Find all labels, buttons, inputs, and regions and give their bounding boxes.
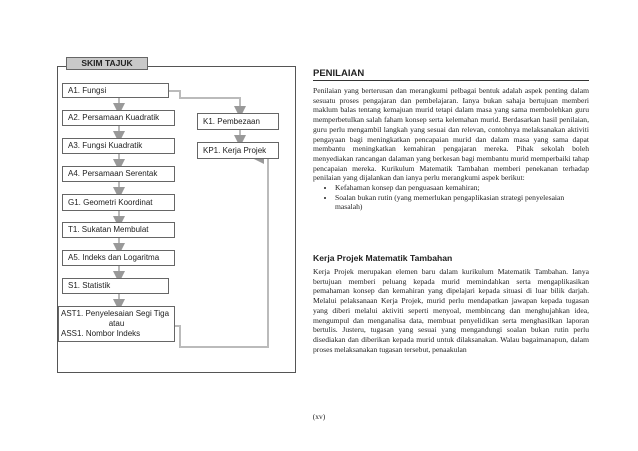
topic-box-s1: S1. Statistik — [62, 278, 169, 294]
arrow-ast1-to-kp1 — [175, 158, 268, 347]
topic-box-a1: A1. Fungsi — [62, 83, 169, 98]
kerja-projek-paragraph: Kerja Projek merupakan elemen baru dalam kurikulum Matematik Tambahan. Ianya bertujuan memberi peluang kepada murid memindahkan serta mengaplikasikan pemahaman konsep dan kemahiran yang dipelajari kepada situasi di luar bilik darjah. Melalui pelaksanaan Kerja Projek, murid perlu mendapatkan jawapan kepada tugasan yang diberi melalui aktiviti seperti menyoal, membincang dan menghujahkan idea, mengumpul dan menganalisa data, membuat penyelidikan serta menghasilkan laporan bertulis. Justeru, tugasan yang sesuai yang mengandungi soalan bukan rutin perlu disediakan dan diberikan kepada murid untuk dilaksanakan. Walau bagaimanapun, dalam proses melaksanakan tugasan tersebut, penaakulan — [313, 267, 589, 354]
topic-box-k1: K1. Pembezaan — [197, 113, 279, 130]
topic-box-a2: A2. Persamaan Kuadratik — [62, 110, 175, 126]
page-number: (xv) — [312, 412, 326, 421]
penilaian-section — [313, 86, 589, 212]
penilaian-bullet-2: • Soalan bukan rutin (yang memerlukan pengaplikasian strategi penyelesaian masalah) — [335, 193, 589, 212]
penilaian-paragraph: Penilaian yang berterusan dan merangkumi pelbagai bentuk adalah aspek penting dalam sesuatu proses pengajaran dan pembelajaran. Ianya bukan sahaja bertujuan memberi maklum balas tentang kemajuan murid tetapi dalam masa yang sama membolehkan guru memperbetulkan salah faham konsep serta kelemahan murid. Berdasarkan hasil penilaian, guru perlu mengambil langkah yang sesuai dan relevan, contohnya melaksanakan aktiviti pengayaan bagi meningkatkan pencapaian murid dan dalam masa yang sama dapat membantu meningkatkan kemahiran pengajaran mereka. Pihak sekolah boleh menyediakan rancangan dalaman yang berkesan bagi membantu murid memperbaiki tahap pencapaian mereka. Kurikulum Matematik Tambahan memberi penekanan terhadap penilaian yang dijalankan dan ianya perlu merangkumi aspek berikut: — [313, 86, 590, 183]
penilaian-heading: PENILAIAN — [313, 68, 589, 81]
kerja-projek-section — [313, 267, 589, 354]
topic-box-g1: G1. Geometri Koordinat — [62, 194, 175, 211]
ast1-line2: atau — [108, 319, 125, 328]
topic-box-a4: A4. Persamaan Serentak — [62, 166, 175, 182]
ast1-line3: ASS1. Nombor Indeks — [61, 329, 141, 338]
skim-tajuk-title: SKIM TAJUK — [66, 57, 148, 70]
ast1-line1: AST1. Penyelesaian Segi Tiga — [61, 309, 170, 318]
kerja-projek-heading: Kerja Projek Matematik Tambahan — [313, 253, 453, 263]
topic-box-ast1 — [58, 306, 175, 342]
topic-box-a3: A3. Fungsi Kuadratik — [62, 138, 175, 154]
penilaian-bullets — [313, 183, 589, 212]
topic-box-t1: T1. Sukatan Membulat — [62, 222, 175, 238]
topic-box-a5: A5. Indeks dan Logaritma — [62, 250, 175, 266]
topic-box-kp1: KP1. Kerja Projek — [197, 142, 279, 159]
penilaian-bullet-1: • Kefahaman konsep dan penguasaan kemahiran; — [335, 183, 589, 193]
arrow-to-k1 — [169, 91, 240, 112]
